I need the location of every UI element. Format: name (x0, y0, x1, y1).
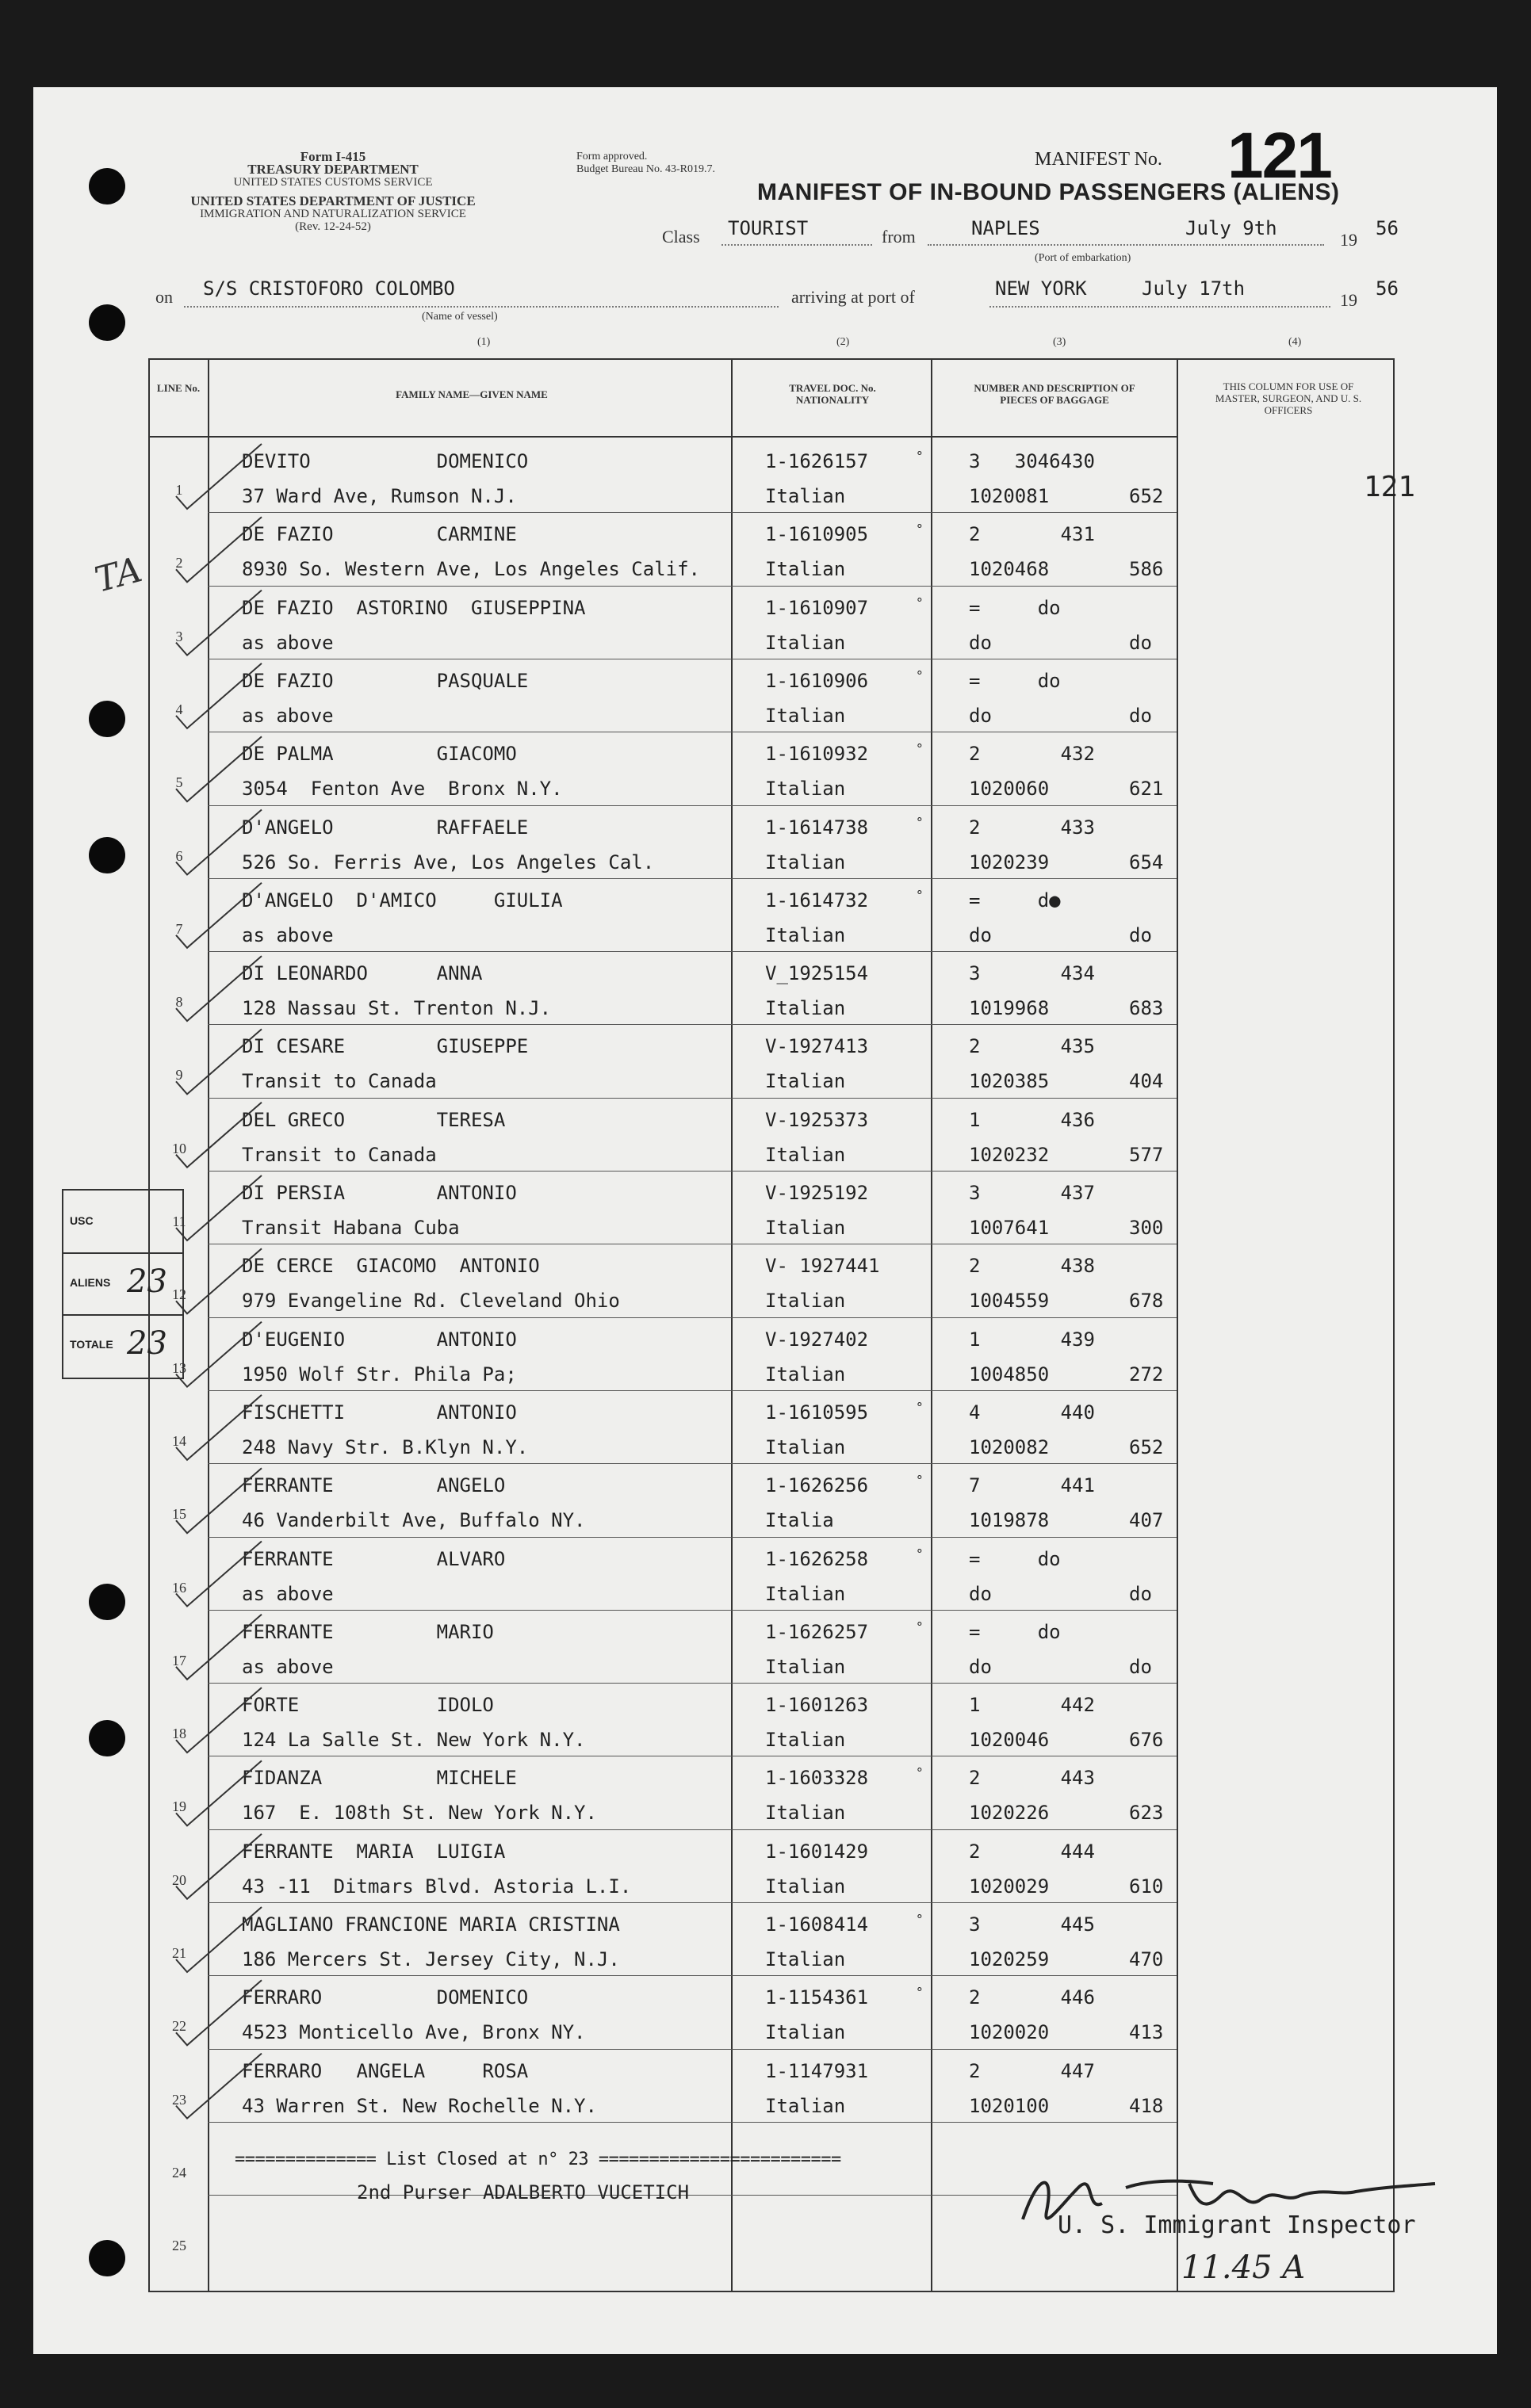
travel-doc-number: 1-1626257 (765, 1620, 869, 1643)
passenger-address: 46 Vanderbilt Ave, Buffalo NY. (242, 1509, 586, 1532)
row-line-number: 25 (172, 2238, 186, 2254)
passenger-name: DEL GRECO TERESA (242, 1108, 506, 1131)
baggage-count-tag: 2 443 (969, 1767, 1095, 1790)
punch-hole (89, 837, 125, 873)
col-header-doc: TRAVEL DOC. No. NATIONALITY (789, 382, 876, 406)
nationality: Italian (765, 1582, 846, 1605)
row-line-number: 19 (172, 1798, 186, 1815)
stamp-total-value: 23 (127, 1325, 167, 1362)
passenger-name: DE FAZIO PASQUALE (242, 669, 529, 692)
baggage-number: 586 (1129, 558, 1164, 581)
travel-doc-number: 1-1626256 (765, 1474, 869, 1497)
baggage-count-tag: = do (969, 1620, 1061, 1643)
col-header-baggage: NUMBER AND DESCRIPTION OF PIECES OF BAGGAGE (974, 382, 1135, 406)
row-divider (208, 1683, 1177, 1684)
row-line-number: 11 (172, 1214, 186, 1229)
baggage-number: do (1129, 704, 1152, 727)
baggage-count-tag: 7 441 (969, 1474, 1095, 1497)
year-prefix-1: 19 (1340, 230, 1357, 250)
baggage-ticket: 1020082 (969, 1435, 1050, 1458)
manifest-number: 121 (1227, 120, 1331, 192)
row-line-number: 22 (172, 2018, 186, 2035)
row-line-number: 6 (175, 847, 183, 864)
row-divider (208, 1098, 1177, 1099)
col-divider (731, 358, 733, 2292)
row-line-number: 12 (172, 1286, 186, 1303)
baggage-count-tag: 2 433 (969, 816, 1095, 839)
col-number-4: (4) (1288, 336, 1302, 348)
col-number-1: (1) (477, 336, 491, 348)
baggage-ticket: 1020020 (969, 2021, 1050, 2044)
nationality: Italian (765, 2094, 846, 2117)
travel-doc-number: V-1927402 (765, 1328, 869, 1351)
doc-circle-mark: ° (916, 594, 924, 610)
row-line-number: 20 (172, 1871, 186, 1888)
baggage-number: 272 (1129, 1363, 1164, 1386)
baggage-count-tag: = do (969, 596, 1061, 619)
col-number-2: (2) (836, 336, 850, 348)
arrival-date: July 17th (1142, 277, 1246, 300)
passenger-address: Transit Habana Cuba (242, 1217, 460, 1239)
baggage-ticket: 1019968 (969, 997, 1050, 1020)
nationality: Italia (765, 1509, 834, 1532)
row-line-number: 1 (175, 482, 183, 498)
nationality: Italian (765, 850, 846, 873)
row-divider (208, 1317, 1177, 1318)
arriving-label: arriving at port of (791, 287, 915, 307)
baggage-number: 300 (1129, 1217, 1164, 1239)
budget-bureau: Budget Bureau No. 43-R019.7. (576, 163, 715, 175)
passenger-name: FERRARO ANGELA ROSA (242, 2059, 529, 2082)
baggage-count-tag: 3 445 (969, 1913, 1095, 1936)
travel-doc-number: 1-1626258 (765, 1547, 869, 1570)
inspector-time: 11.45 A (1181, 2249, 1306, 2286)
arrival-underline (989, 306, 1330, 308)
col-header-name: FAMILY NAME—GIVEN NAME (396, 388, 548, 400)
row-line-number: 9 (175, 1067, 183, 1084)
passenger-name: FERRANTE MARIO (242, 1620, 494, 1643)
row-line-number: 24 (172, 2164, 186, 2181)
stamp-row-usc (63, 1191, 182, 1254)
baggage-number: do (1129, 1582, 1152, 1605)
passenger-name: DI PERSIA ANTONIO (242, 1182, 517, 1204)
passenger-address: 526 So. Ferris Ave, Los Angeles Cal. (242, 850, 655, 873)
row-line-number: 15 (172, 1506, 186, 1523)
passenger-address: as above (242, 631, 334, 654)
col-number-3: (3) (1053, 336, 1066, 348)
nationality: Italian (765, 1948, 846, 1970)
nationality: Italian (765, 2021, 846, 2044)
doc-circle-mark: ° (916, 1473, 924, 1489)
baggage-ticket: do (969, 923, 992, 946)
nationality: Italian (765, 1729, 846, 1752)
stamp-row-aliens (63, 1252, 182, 1316)
doc-circle-mark: ° (916, 522, 924, 537)
nationality: Italian (765, 1875, 846, 1898)
passenger-name: DE FAZIO ASTORINO GIUSEPPINA (242, 596, 586, 619)
row-line-number: 17 (172, 1652, 186, 1668)
passenger-name: DE CERCE GIACOMO ANTONIO (242, 1255, 540, 1278)
doc-circle-mark: ° (916, 449, 924, 464)
baggage-number: 678 (1129, 1290, 1164, 1313)
departure-year: 56 (1376, 217, 1399, 239)
doc-circle-mark: ° (916, 1399, 924, 1415)
baggage-ticket: 1004850 (969, 1363, 1050, 1386)
passenger-name: DI CESARE GIUSEPPE (242, 1035, 529, 1058)
stamp-usc-label: USC (70, 1214, 94, 1227)
travel-doc-number: 1-1610905 (765, 523, 869, 546)
row-divider (208, 512, 1177, 513)
baggage-count-tag: 2 446 (969, 1986, 1095, 2009)
baggage-number: 652 (1129, 485, 1164, 507)
row-line-number: 16 (172, 1579, 186, 1596)
row-divider (208, 951, 1177, 952)
baggage-ticket: do (969, 631, 992, 654)
nationality: Italian (765, 1655, 846, 1678)
row-line-number: 5 (175, 774, 183, 791)
baggage-ticket: do (969, 1582, 992, 1605)
row-line-number: 14 (172, 1432, 186, 1449)
row-divider (208, 1902, 1177, 1903)
nationality: Italian (765, 1217, 846, 1239)
passenger-address: 128 Nassau St. Trenton N.J. (242, 997, 552, 1020)
punch-hole (89, 2240, 125, 2276)
row-divider (208, 1610, 1177, 1611)
passenger-address: 167 E. 108th St. New York N.Y. (242, 1802, 597, 1825)
vessel-note: (Name of vessel) (422, 311, 498, 323)
passenger-name: D'EUGENIO ANTONIO (242, 1328, 517, 1351)
passenger-address: 43 Warren St. New Rochelle N.Y. (242, 2094, 597, 2117)
row-line-number: 7 (175, 920, 183, 937)
row-line-number: 2 (175, 555, 183, 571)
form-number: Form I-415 (300, 149, 366, 164)
baggage-count-tag: 4 440 (969, 1401, 1095, 1424)
class-underline (721, 244, 872, 246)
baggage-ticket: 1004559 (969, 1290, 1050, 1313)
nationality: Italian (765, 778, 846, 801)
baggage-number: do (1129, 631, 1152, 654)
doc-circle-mark: ° (916, 814, 924, 830)
nationality: Italian (765, 1070, 846, 1093)
row-divider (208, 586, 1177, 587)
baggage-number: do (1129, 923, 1152, 946)
manifest-title: MANIFEST OF IN-BOUND PASSENGERS (ALIENS) (757, 179, 1340, 205)
passenger-address: 8930 So. Western Ave, Los Angeles Calif. (242, 558, 700, 581)
baggage-count-tag: 3 3046430 (969, 450, 1095, 472)
baggage-count-tag: 2 444 (969, 1840, 1095, 1863)
travel-doc-number: 1-1610595 (765, 1401, 869, 1424)
baggage-number: 676 (1129, 1729, 1164, 1752)
doc-circle-mark: ° (916, 1619, 924, 1634)
baggage-number: 407 (1129, 1509, 1164, 1532)
baggage-number: 654 (1129, 850, 1164, 873)
row-divider (208, 2049, 1177, 2050)
col-divider (931, 358, 932, 2292)
nationality: Italian (765, 704, 846, 727)
passenger-address: as above (242, 923, 334, 946)
nationality: Italian (765, 1290, 846, 1313)
from-port: NAPLES (971, 217, 1040, 239)
row-divider (208, 1390, 1177, 1391)
travel-doc-number: 1-1601429 (765, 1840, 869, 1863)
passenger-name: FORTE IDOLO (242, 1694, 494, 1717)
baggage-count-tag: 2 435 (969, 1035, 1095, 1058)
baggage-count-tag: 2 432 (969, 743, 1095, 766)
baggage-count-tag: = do (969, 1547, 1061, 1570)
travel-doc-number: 1-1608414 (765, 1913, 869, 1936)
baggage-number: 577 (1129, 1143, 1164, 1166)
col-divider (208, 358, 209, 2292)
from-label: from (882, 227, 916, 247)
baggage-number: 418 (1129, 2094, 1164, 2117)
passenger-name: MAGLIANO FRANCIONE MARIA CRISTINA (242, 1913, 620, 1936)
passenger-address: as above (242, 1582, 334, 1605)
travel-doc-number: 1-1610932 (765, 743, 869, 766)
doc-circle-mark: ° (916, 1912, 924, 1927)
travel-doc-number: V-1925192 (765, 1182, 869, 1204)
baggage-count-tag: 2 438 (969, 1255, 1095, 1278)
baggage-number: 621 (1129, 778, 1164, 801)
list-closed-line: ============== List Closed at n° 23 ======================== (235, 2150, 841, 2169)
row-line-number: 21 (172, 1945, 186, 1961)
passenger-name: FISCHETTI ANTONIO (242, 1401, 517, 1424)
passenger-address: Transit to Canada (242, 1143, 437, 1166)
baggage-number: 652 (1129, 1435, 1164, 1458)
baggage-ticket: 1007641 (969, 1217, 1050, 1239)
passenger-address: as above (242, 1655, 334, 1678)
row-divider (208, 2122, 1177, 2123)
travel-doc-number: V-1925373 (765, 1108, 869, 1131)
baggage-ticket: 1020100 (969, 2094, 1050, 2117)
baggage-count-tag: = do (969, 669, 1061, 692)
passenger-name: FERRANTE MARIA LUIGIA (242, 1840, 506, 1863)
passenger-name: FIDANZA MICHELE (242, 1767, 517, 1790)
manifest-no-label: MANIFEST No. (1035, 149, 1162, 170)
departure-date: July 9th (1185, 217, 1277, 239)
nationality: Italian (765, 997, 846, 1020)
passenger-name: D'ANGELO RAFFAELE (242, 816, 529, 839)
passenger-address: 248 Navy Str. B.Klyn N.Y. (242, 1435, 529, 1458)
punch-hole (89, 701, 125, 737)
passenger-address: as above (242, 704, 334, 727)
baggage-count-tag: = d● (969, 889, 1061, 912)
stamp-aliens-label: ALIENS (70, 1276, 111, 1289)
inspector-title: U. S. Immigrant Inspector (1058, 2211, 1416, 2239)
arrival-year: 56 (1376, 277, 1399, 300)
travel-doc-number: 1-1610906 (765, 669, 869, 692)
passenger-name: FERRARO DOMENICO (242, 1986, 529, 2009)
passenger-address: 979 Evangeline Rd. Cleveland Ohio (242, 1290, 620, 1313)
baggage-ticket: 1019878 (969, 1509, 1050, 1532)
passenger-address: 1950 Wolf Str. Phila Pa; (242, 1363, 517, 1386)
nationality: Italian (765, 1435, 846, 1458)
row-divider (208, 1463, 1177, 1464)
baggage-ticket: 1020259 (969, 1948, 1050, 1970)
baggage-count-tag: 3 437 (969, 1182, 1095, 1204)
passenger-name: DI LEONARDO ANNA (242, 962, 483, 985)
punch-hole (89, 1584, 125, 1620)
nationality: Italian (765, 558, 846, 581)
baggage-count-tag: 3 434 (969, 962, 1095, 985)
row-line-number: 23 (172, 2091, 186, 2108)
baggage-number: 470 (1129, 1948, 1164, 1970)
form-revision: (Rev. 12-24-52) (295, 220, 371, 233)
baggage-count-tag: 1 436 (969, 1108, 1095, 1131)
from-underline (928, 244, 1324, 246)
officers-note: 121 (1364, 471, 1416, 503)
doc-circle-mark: ° (916, 741, 924, 757)
approval-block (576, 151, 715, 176)
baggage-ticket: 1020239 (969, 850, 1050, 873)
port-embarkation-note: (Port of embarkation) (1035, 252, 1131, 264)
doc-circle-mark: ° (916, 667, 924, 683)
row-divider (208, 805, 1177, 806)
form-approved: Form approved. (576, 151, 648, 162)
arrival-port: NEW YORK (995, 277, 1087, 300)
travel-doc-number: 1-1614738 (765, 816, 869, 839)
passenger-name: DEVITO DOMENICO (242, 450, 529, 472)
baggage-ticket: 1020029 (969, 1875, 1050, 1898)
passenger-address: Transit to Canada (242, 1070, 437, 1093)
baggage-number: 413 (1129, 2021, 1164, 2044)
baggage-count-tag: 2 447 (969, 2059, 1095, 2082)
row-divider (208, 878, 1177, 879)
stamp-aliens-value: 23 (127, 1263, 167, 1300)
row-divider (208, 1829, 1177, 1830)
baggage-ticket: 1020046 (969, 1729, 1050, 1752)
passenger-name: DE PALMA GIACOMO (242, 743, 517, 766)
row-divider (208, 1024, 1177, 1025)
punch-hole (89, 168, 125, 204)
header-divider (148, 436, 1177, 438)
baggage-number: 683 (1129, 997, 1164, 1020)
doc-circle-mark: ° (916, 1765, 924, 1781)
doc-circle-mark: ° (916, 1546, 924, 1561)
row-divider (208, 1171, 1177, 1172)
passenger-address: 37 Ward Ave, Rumson N.J. (242, 485, 517, 507)
nationality: Italian (765, 1363, 846, 1386)
row-line-number: 8 (175, 994, 183, 1011)
baggage-number: 610 (1129, 1875, 1164, 1898)
baggage-ticket: 1020081 (969, 485, 1050, 507)
on-label: on (155, 287, 173, 307)
travel-doc-number: 1-1610907 (765, 596, 869, 619)
class-value: TOURIST (728, 217, 809, 239)
passenger-name: FERRANTE ALVARO (242, 1547, 506, 1570)
margin-note: TA (90, 549, 147, 601)
treasury-dept: TREASURY DEPARTMENT (247, 162, 419, 177)
baggage-number: 404 (1129, 1070, 1164, 1093)
punch-hole (89, 1720, 125, 1756)
passenger-name: DE FAZIO CARMINE (242, 523, 517, 546)
punch-hole (89, 304, 125, 341)
baggage-ticket: do (969, 704, 992, 727)
baggage-number: do (1129, 1655, 1152, 1678)
travel-doc-number: V_1925154 (765, 962, 869, 985)
vessel-name: S/S CRISTOFORO COLOMBO (203, 277, 455, 300)
travel-doc-number: V-1927413 (765, 1035, 869, 1058)
purser-name: 2nd Purser ADALBERTO VUCETICH (357, 2181, 690, 2204)
row-divider (208, 1537, 1177, 1538)
baggage-ticket: 1020385 (969, 1070, 1050, 1093)
passenger-name: FERRANTE ANGELO (242, 1474, 506, 1497)
stamp-total-label: TOTALE (70, 1338, 113, 1351)
row-line-number: 10 (172, 1140, 186, 1156)
row-line-number: 4 (175, 701, 183, 717)
passenger-address: 43 -11 Ditmars Blvd. Astoria L.I. (242, 1875, 632, 1898)
nationality: Italian (765, 1802, 846, 1825)
baggage-count-tag: 2 431 (969, 523, 1095, 546)
nationality: Italian (765, 1143, 846, 1166)
passenger-name: D'ANGELO D'AMICO GIULIA (242, 889, 563, 912)
baggage-number: 623 (1129, 1802, 1164, 1825)
customs-service: UNITED STATES CUSTOMS SERVICE (233, 176, 433, 189)
row-divider (208, 1975, 1177, 1976)
travel-doc-number: 1-1614732 (765, 889, 869, 912)
passenger-address: 4523 Monticello Ave, Bronx NY. (242, 2021, 586, 2044)
class-label: Class (662, 227, 700, 247)
row-line-number: 18 (172, 1726, 186, 1742)
count-stamp (62, 1189, 184, 1379)
baggage-count-tag: 1 439 (969, 1328, 1095, 1351)
row-line-number: 3 (175, 628, 183, 644)
baggage-ticket: 1020232 (969, 1143, 1050, 1166)
justice-dept: UNITED STATES DEPARTMENT OF JUSTICE (190, 193, 476, 208)
travel-doc-number: V- 1927441 (765, 1255, 880, 1278)
travel-doc-number: 1-1147931 (765, 2059, 869, 2082)
row-line-number: 13 (172, 1359, 186, 1376)
doc-circle-mark: ° (916, 887, 924, 903)
baggage-ticket: 1020468 (969, 558, 1050, 581)
baggage-ticket: do (969, 1655, 992, 1678)
travel-doc-number: 1-1603328 (765, 1767, 869, 1790)
year-prefix-2: 19 (1340, 290, 1357, 310)
col-divider (1177, 358, 1178, 2292)
nationality: Italian (765, 923, 846, 946)
passenger-address: 3054 Fenton Ave Bronx N.Y. (242, 778, 563, 801)
col-header-line: LINE No. (156, 382, 201, 394)
baggage-ticket: 1020060 (969, 778, 1050, 801)
travel-doc-number: 1-1626157 (765, 450, 869, 472)
nationality: Italian (765, 631, 846, 654)
passenger-address: 186 Mercers St. Jersey City, N.J. (242, 1948, 620, 1970)
stamp-row-total (63, 1314, 182, 1376)
travel-doc-number: 1-1154361 (765, 1986, 869, 2009)
baggage-count-tag: 1 442 (969, 1694, 1095, 1717)
travel-doc-number: 1-1601263 (765, 1694, 869, 1717)
nationality: Italian (765, 485, 846, 507)
vessel-underline (184, 306, 779, 308)
ins-service: IMMIGRATION AND NATURALIZATION SERVICE (200, 208, 466, 220)
passenger-address: 124 La Salle St. New York N.Y. (242, 1729, 586, 1752)
form-agency-block (151, 151, 515, 233)
baggage-ticket: 1020226 (969, 1802, 1050, 1825)
doc-circle-mark: ° (916, 1985, 924, 2001)
col-header-officers: THIS COLUMN FOR USE OF MASTER, SURGEON, AND U. S. OFFICERS (1215, 380, 1362, 416)
